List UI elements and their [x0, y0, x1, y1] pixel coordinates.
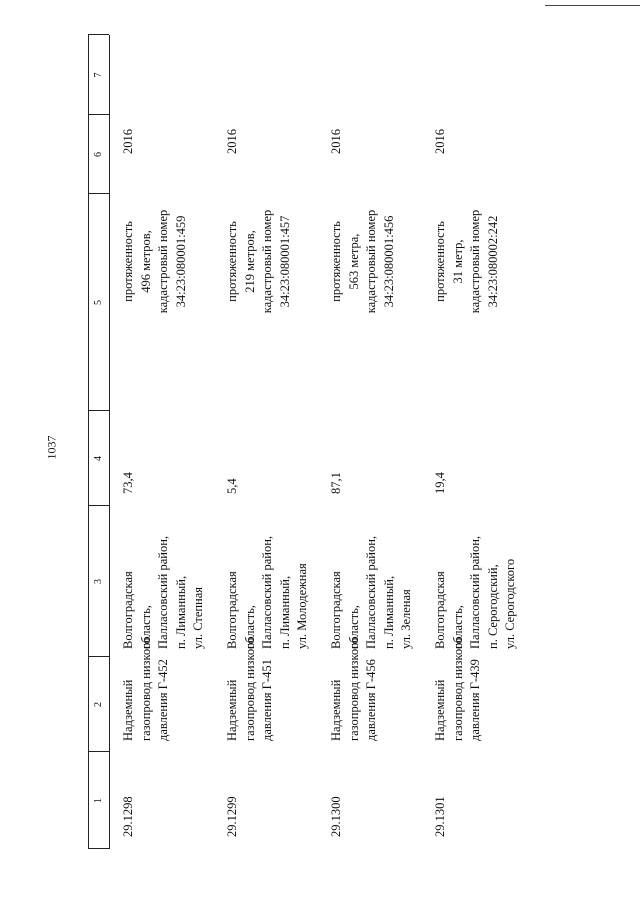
- text-line: протяженность: [433, 221, 447, 302]
- object-description: [120, 194, 190, 329]
- text-line: газопровод низкого: [242, 637, 257, 741]
- column-header-2: 2: [93, 702, 104, 707]
- object-description: [328, 194, 398, 329]
- column-header-7: 7: [93, 72, 104, 78]
- text-line: Палласовский район,: [260, 535, 274, 649]
- text-line: протяженность: [225, 221, 239, 302]
- column-header-6: 6: [93, 152, 104, 157]
- text-line: область,: [138, 605, 153, 649]
- row-number: 29.1301: [433, 796, 447, 837]
- row-number: 29.1298: [121, 796, 135, 837]
- column-header-5: 5: [93, 300, 104, 305]
- text-line: п. Лиманный,: [381, 575, 396, 649]
- text-line: Надземный: [121, 679, 135, 741]
- page-number: 1037: [44, 435, 59, 460]
- object-description: [432, 194, 502, 329]
- row-number: 29.1299: [225, 796, 239, 837]
- text-line: 31 метр,: [450, 239, 465, 284]
- object-location: [432, 536, 520, 649]
- text-line: газопровод низкого: [346, 637, 361, 741]
- commission-year: 2016: [121, 129, 135, 154]
- header-bottom-border: [109, 35, 110, 849]
- text-line: 34:23:080002:242: [485, 215, 500, 308]
- text-line: ул. Молодежная: [295, 563, 309, 649]
- text-line: протяженность: [329, 221, 343, 302]
- text-line: Волгоградская: [121, 571, 135, 649]
- text-line: ул. Степная: [191, 586, 205, 649]
- text-line: кадастровый номер: [260, 209, 274, 314]
- text-line: газопровод низкого: [450, 637, 465, 741]
- text-line: Палласовский район,: [156, 535, 170, 649]
- object-location: [224, 536, 312, 649]
- object-name: [120, 638, 173, 741]
- text-line: газопровод низкого: [138, 637, 153, 741]
- object-length: 19,4: [433, 472, 447, 494]
- text-line: 563 метра,: [346, 233, 361, 290]
- text-line: 496 метров,: [138, 230, 153, 293]
- object-name: [432, 638, 485, 741]
- corner-mark-line: [545, 5, 640, 6]
- text-line: давления Г-451: [260, 659, 274, 741]
- text-line: протяженность: [121, 221, 135, 302]
- text-line: п. Лиманный,: [173, 575, 188, 649]
- text-line: давления Г-456: [364, 659, 378, 741]
- text-line: давления Г-439: [468, 659, 482, 741]
- column-header-4: 4: [93, 456, 104, 461]
- object-location: [120, 536, 208, 649]
- object-length: 5,4: [225, 478, 239, 494]
- row-number: 29.1300: [329, 796, 343, 837]
- text-line: область,: [346, 605, 361, 649]
- table-row: [328, 35, 428, 849]
- text-line: Надземный: [225, 679, 239, 741]
- commission-year: 2016: [433, 129, 447, 154]
- text-line: давления Г-452: [156, 659, 170, 741]
- text-line: Волгоградская: [433, 571, 447, 649]
- text-line: Надземный: [329, 679, 343, 741]
- text-line: кадастровый номер: [364, 209, 378, 314]
- text-line: 219 метров,: [242, 230, 257, 293]
- registry-table: [88, 35, 633, 849]
- text-line: Волгоградская: [329, 571, 343, 649]
- object-name: [328, 638, 381, 741]
- object-location: [328, 536, 416, 649]
- object-name: [224, 638, 277, 741]
- object-description: [224, 194, 294, 329]
- text-line: п. Лиманный,: [277, 575, 292, 649]
- text-line: 34:23:080001:457: [277, 215, 292, 308]
- commission-year: 2016: [329, 129, 343, 154]
- table-row: [432, 35, 532, 849]
- text-line: Надземный: [433, 679, 447, 741]
- table-row: [120, 35, 220, 849]
- text-line: Палласовский район,: [468, 535, 482, 649]
- text-line: кадастровый номер: [468, 209, 482, 314]
- text-line: область,: [450, 605, 465, 649]
- object-length: 87,1: [329, 472, 343, 494]
- column-header-1: 1: [93, 798, 104, 803]
- text-line: Волгоградская: [225, 571, 239, 649]
- commission-year: 2016: [225, 129, 239, 154]
- text-line: 34:23:080001:456: [381, 215, 396, 308]
- text-line: п. Серогодский,: [485, 564, 500, 649]
- text-line: 34:23:080001:459: [173, 215, 188, 308]
- object-length: 73,4: [121, 472, 135, 494]
- column-header-3: 3: [93, 579, 104, 584]
- text-line: ул. Серогодского: [503, 558, 517, 649]
- text-line: кадастровый номер: [156, 209, 170, 314]
- text-line: область,: [242, 605, 257, 649]
- text-line: Палласовский район,: [364, 535, 378, 649]
- text-line: ул. Зеленая: [399, 589, 413, 649]
- table-row: [224, 35, 324, 849]
